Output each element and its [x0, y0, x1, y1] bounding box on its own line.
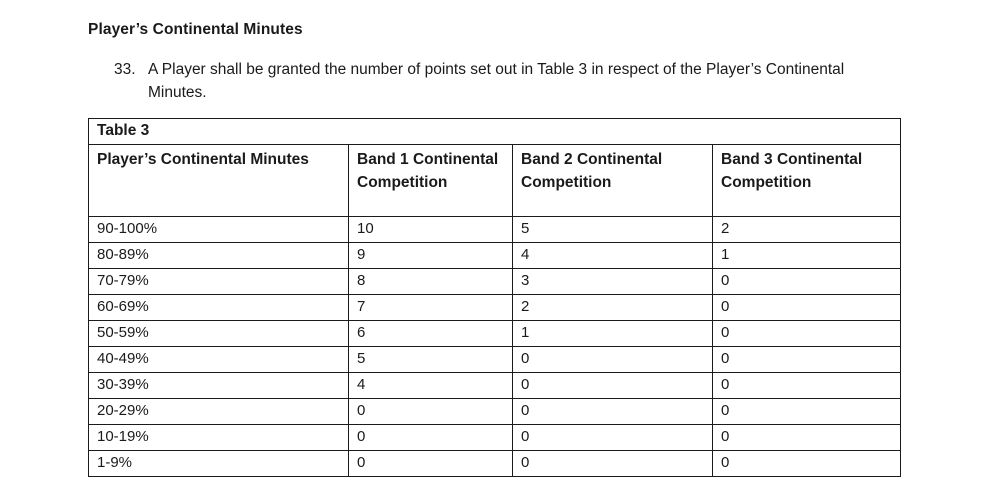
- table-caption-row: [89, 119, 901, 145]
- table-caption: Table 3: [89, 119, 901, 145]
- clause-text: A Player shall be granted the number of points set out in Table 3 in respect of the Player’s Continental Minutes.: [148, 61, 845, 101]
- points-value-cell: 7: [349, 295, 513, 321]
- points-value-cell: 0: [513, 399, 713, 425]
- points-value-cell: 0: [713, 269, 901, 295]
- header-band-3: Band 3 Continental Competition: [713, 145, 901, 217]
- minutes-range-cell: 60-69%: [89, 295, 349, 321]
- page-title: Player’s Continental Minutes: [88, 21, 303, 38]
- minutes-range-cell: 50-59%: [89, 321, 349, 347]
- clause-number: 33.: [114, 61, 136, 78]
- points-value-cell: 4: [349, 373, 513, 399]
- minutes-range-cell: 40-49%: [89, 347, 349, 373]
- points-value-cell: 0: [713, 295, 901, 321]
- points-value-cell: 0: [713, 451, 901, 477]
- minutes-range-cell: 90-100%: [89, 217, 349, 243]
- points-value-cell: 8: [349, 269, 513, 295]
- points-value-cell: 10: [349, 217, 513, 243]
- points-value-cell: 0: [513, 425, 713, 451]
- header-continental-minutes: Player’s Continental Minutes: [89, 145, 349, 217]
- points-value-cell: 5: [349, 347, 513, 373]
- table-row: [89, 295, 901, 321]
- points-value-cell: 0: [513, 373, 713, 399]
- points-value-cell: 3: [513, 269, 713, 295]
- points-value-cell: 0: [713, 347, 901, 373]
- points-value-cell: 5: [513, 217, 713, 243]
- table-row: [89, 217, 901, 243]
- header-band-1: Band 1 Continental Competition: [349, 145, 513, 217]
- table-row: [89, 399, 901, 425]
- points-value-cell: 0: [713, 399, 901, 425]
- minutes-range-cell: 10-19%: [89, 425, 349, 451]
- table-body: [89, 217, 901, 477]
- points-table: [88, 118, 901, 477]
- table-row: [89, 243, 901, 269]
- table-row: [89, 373, 901, 399]
- minutes-range-cell: 1-9%: [89, 451, 349, 477]
- table-header-row: [89, 145, 901, 217]
- table-head: [89, 119, 901, 217]
- table-row: [89, 347, 901, 373]
- points-value-cell: 1: [713, 243, 901, 269]
- points-value-cell: 0: [349, 425, 513, 451]
- table-row: [89, 321, 901, 347]
- minutes-range-cell: 30-39%: [89, 373, 349, 399]
- points-value-cell: 0: [513, 451, 713, 477]
- minutes-range-cell: 20-29%: [89, 399, 349, 425]
- points-value-cell: 0: [713, 425, 901, 451]
- points-value-cell: 0: [349, 451, 513, 477]
- points-value-cell: 6: [349, 321, 513, 347]
- points-value-cell: 1: [513, 321, 713, 347]
- points-value-cell: 2: [513, 295, 713, 321]
- points-value-cell: 0: [513, 347, 713, 373]
- table-row: [89, 269, 901, 295]
- table-row: [89, 425, 901, 451]
- table-row: [89, 451, 901, 477]
- points-value-cell: 0: [713, 373, 901, 399]
- points-value-cell: 4: [513, 243, 713, 269]
- points-value-cell: 0: [349, 399, 513, 425]
- header-band-2: Band 2 Continental Competition: [513, 145, 713, 217]
- minutes-range-cell: 70-79%: [89, 269, 349, 295]
- points-value-cell: 0: [713, 321, 901, 347]
- points-value-cell: 2: [713, 217, 901, 243]
- minutes-range-cell: 80-89%: [89, 243, 349, 269]
- points-value-cell: 9: [349, 243, 513, 269]
- clause-33: [114, 58, 1000, 104]
